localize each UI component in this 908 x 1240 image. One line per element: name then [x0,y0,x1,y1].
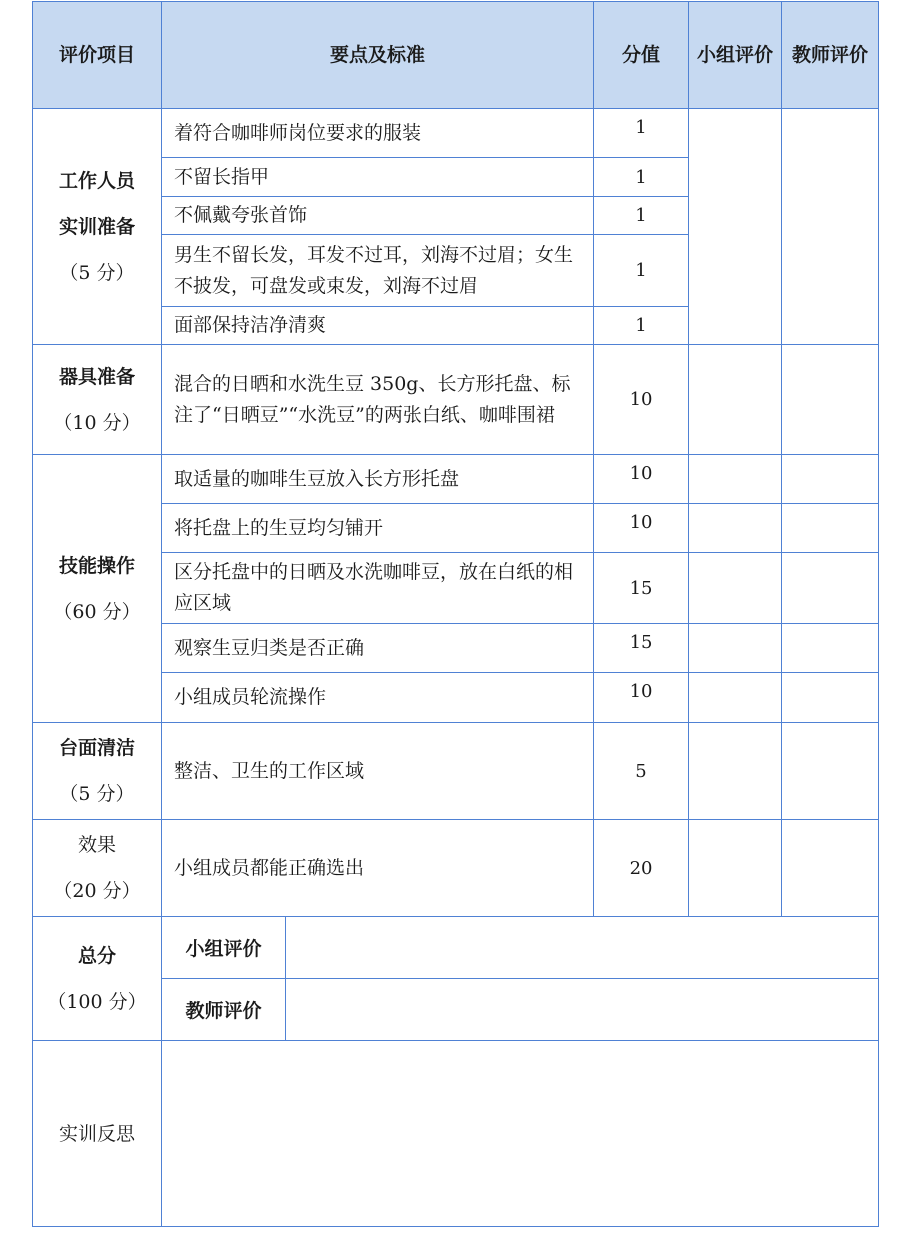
category-points: （60 分） [53,600,141,623]
total-teacher-label: 教师评价 [162,979,286,1041]
criteria-cell: 混合的日晒和水洗生豆 350g、长方形托盘、标注了“日晒豆”“水洗豆”的两张白纸、咖啡围裙 [162,345,594,455]
evaluation-table [32,1,879,1227]
total-points: （100 分） [47,990,147,1013]
category-name: 工作人员实训准备 [58,169,135,238]
score-cell: 5 [594,723,689,820]
teacher-eval-cell[interactable] [782,553,879,624]
total-group-value[interactable] [286,917,879,979]
header-score: 分值 [594,2,689,109]
category-name: 器具准备 [58,365,135,388]
score-cell: 1 [594,109,689,158]
score-cell: 15 [594,553,689,624]
teacher-eval-cell[interactable] [782,504,879,553]
criteria-cell: 整洁、卫生的工作区域 [162,723,594,820]
teacher-eval-cell[interactable] [782,673,879,723]
total-name: 总分 [77,944,116,967]
header-group-eval: 小组评价 [689,2,782,109]
score-cell: 20 [594,820,689,917]
score-cell: 1 [594,235,689,307]
header-criteria: 要点及标准 [162,2,594,109]
category-points: （10 分） [53,411,141,434]
score-cell: 10 [594,455,689,504]
teacher-eval-cell[interactable] [782,109,879,345]
criteria-cell: 区分托盘中的日晒及水洗咖啡豆，放在白纸的相应区域 [162,553,594,624]
criteria-cell: 将托盘上的生豆均匀铺开 [162,504,594,553]
group-eval-cell[interactable] [689,723,782,820]
category-cell [33,109,162,345]
teacher-eval-cell[interactable] [782,820,879,917]
score-cell: 10 [594,673,689,723]
header-teacher-eval: 教师评价 [782,2,879,109]
table-row [33,455,879,504]
group-eval-cell[interactable] [689,553,782,624]
teacher-eval-cell[interactable] [782,723,879,820]
table-row [33,109,879,158]
table-row [33,723,879,820]
category-cell [33,820,162,917]
reflection-row [33,1041,879,1227]
criteria-cell: 取适量的咖啡生豆放入长方形托盘 [162,455,594,504]
teacher-eval-cell[interactable] [782,624,879,673]
group-eval-cell[interactable] [689,673,782,723]
score-cell: 1 [594,158,689,197]
group-eval-cell[interactable] [689,820,782,917]
score-cell: 1 [594,197,689,235]
header-row [33,2,879,109]
total-teacher-value[interactable] [286,979,879,1041]
teacher-eval-cell[interactable] [782,345,879,455]
criteria-cell: 小组成员轮流操作 [162,673,594,723]
category-points: （5 分） [59,261,135,284]
category-points: （5 分） [59,783,135,805]
category-name: 技能操作 [58,554,135,577]
score-cell: 10 [594,504,689,553]
score-cell: 1 [594,307,689,345]
category-cell [33,455,162,723]
reflection-label: 实训反思 [33,1041,162,1227]
group-eval-cell[interactable] [689,345,782,455]
category-name: 效果 [77,834,116,856]
group-eval-cell[interactable] [689,624,782,673]
criteria-cell: 小组成员都能正确选出 [162,820,594,917]
criteria-cell: 着符合咖啡师岗位要求的服装 [162,109,594,158]
category-name: 台面清洁 [58,737,135,759]
criteria-cell: 男生不留长发，耳发不过耳，刘海不过眉；女生不披发，可盘发或束发，刘海不过眉 [162,235,594,307]
group-eval-cell[interactable] [689,109,782,345]
criteria-cell: 面部保持洁净清爽 [162,307,594,345]
criteria-cell: 不佩戴夸张首饰 [162,197,594,235]
category-points: （20 分） [53,880,141,902]
group-eval-cell[interactable] [689,504,782,553]
total-group-label: 小组评价 [162,917,286,979]
reflection-input[interactable] [162,1041,879,1227]
category-cell [33,723,162,820]
criteria-cell: 不留长指甲 [162,158,594,197]
teacher-eval-cell[interactable] [782,455,879,504]
total-category-cell [33,917,162,1041]
criteria-cell: 观察生豆归类是否正确 [162,624,594,673]
table-row [33,820,879,917]
total-row [33,917,879,979]
score-cell: 15 [594,624,689,673]
category-cell [33,345,162,455]
header-item: 评价项目 [33,2,162,109]
group-eval-cell[interactable] [689,455,782,504]
table-row [33,345,879,455]
score-cell: 10 [594,345,689,455]
